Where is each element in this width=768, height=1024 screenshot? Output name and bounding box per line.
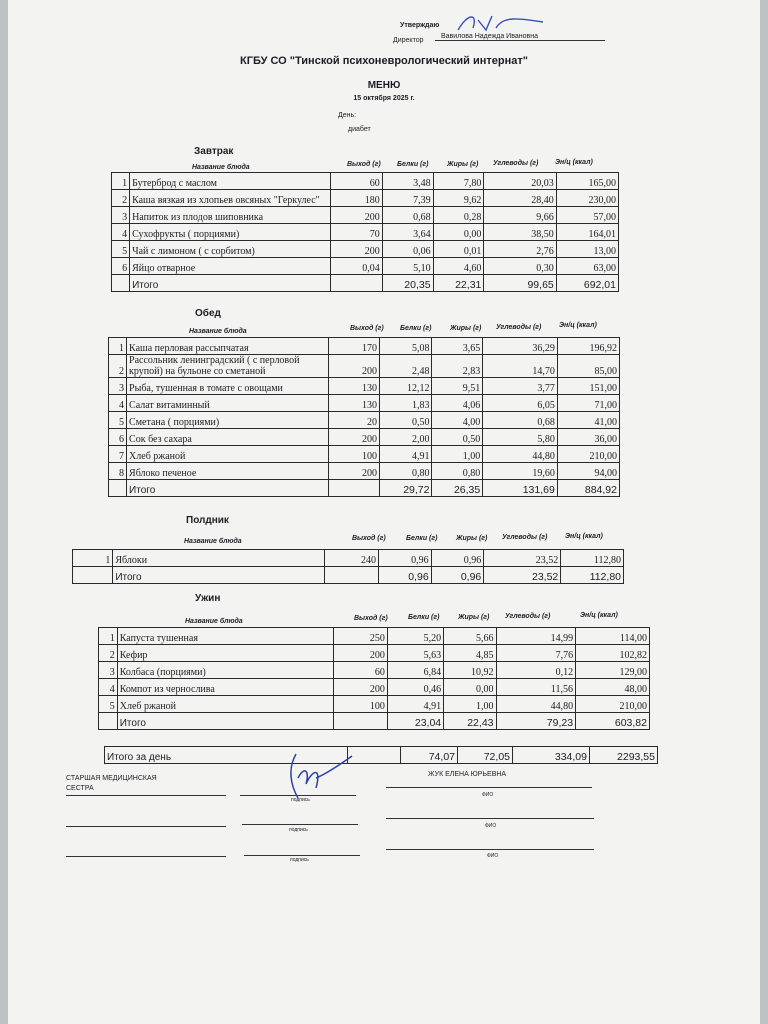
energy-value: 196,92 [557, 338, 619, 355]
table-row [73, 550, 624, 567]
energy-value: 85,00 [557, 355, 619, 378]
dish-name: Хлеб ржаной [127, 446, 329, 463]
role-line [66, 856, 226, 857]
energy-value: 112,80 [561, 550, 624, 567]
yield-value: 180 [331, 190, 383, 207]
nurse-name: ЖУК ЕЛЕНА ЮРЬЕВНА [428, 771, 507, 778]
snack-title: Полдник [186, 515, 229, 526]
total-yield-empty [328, 480, 379, 497]
energy-value: 164,01 [556, 224, 618, 241]
fat-value: 3,65 [432, 338, 483, 355]
table-row [109, 446, 620, 463]
yield-value: 100 [328, 446, 379, 463]
carb-value: 5,80 [483, 429, 558, 446]
energy-value: 63,00 [556, 258, 618, 275]
column-header-name: Название блюда [185, 618, 243, 625]
yield-value: 60 [333, 662, 387, 679]
protein-value: 3,64 [382, 224, 433, 241]
table-row [109, 412, 620, 429]
row-number: 2 [99, 645, 118, 662]
yield-value: 130 [328, 378, 379, 395]
yield-value: 200 [328, 429, 379, 446]
yield-value: 100 [333, 696, 387, 713]
table-row [109, 429, 620, 446]
table-row [109, 463, 620, 480]
column-header-name: Название блюда [189, 328, 247, 335]
protein-value: 4,91 [379, 446, 432, 463]
total-fat: 0,96 [431, 567, 484, 584]
row-number: 4 [112, 224, 130, 241]
fat-value: 0,96 [431, 550, 484, 567]
total-protein: 29,72 [379, 480, 432, 497]
energy-value: 71,00 [557, 395, 619, 412]
total-label: Итого [127, 480, 329, 497]
protein-value: 1,83 [379, 395, 432, 412]
dish-name: Хлеб ржаной [117, 696, 333, 713]
total-spacer [73, 567, 113, 584]
dish-name: Сок без сахара [127, 429, 329, 446]
yield-value: 250 [333, 628, 387, 645]
energy-value: 151,00 [557, 378, 619, 395]
total-carb: 99,65 [484, 275, 556, 292]
row-number: 7 [109, 446, 127, 463]
diet-type: диабет [348, 126, 371, 133]
row-number: 3 [109, 378, 127, 395]
table-row [112, 258, 619, 275]
energy-value: 210,00 [557, 446, 619, 463]
column-header-yield: Выход (г) [350, 325, 384, 332]
energy-value: 210,00 [576, 696, 650, 713]
total-label: Итого [130, 275, 331, 292]
dish-name: Рыба, тушенная в томате с овощами [127, 378, 329, 395]
dish-name: Кефир [117, 645, 333, 662]
row-number: 3 [99, 662, 118, 679]
carb-value: 20,03 [484, 173, 556, 190]
row-number: 2 [112, 190, 130, 207]
dinner-table [98, 627, 650, 730]
total-protein: 23,04 [387, 713, 443, 730]
nurse-role: СТАРШАЯ МЕДИЦИНСКАЯ СЕСТРА [66, 775, 157, 792]
total-carb: 79,23 [496, 713, 576, 730]
fio-line [386, 787, 592, 788]
carb-value: 0,30 [484, 258, 556, 275]
total-row [112, 275, 619, 292]
column-header-carb: Углеводы (г) [493, 160, 539, 167]
fio-caption: ФИО [487, 853, 499, 859]
fio-caption: ФИО [482, 792, 494, 798]
carb-value: 9,66 [484, 207, 556, 224]
row-number: 1 [99, 628, 118, 645]
column-header-protein: Белки (г) [400, 325, 432, 332]
carb-value: 38,50 [484, 224, 556, 241]
fat-value: 1,00 [444, 696, 496, 713]
fat-value: 10,92 [444, 662, 496, 679]
signature-line [242, 824, 358, 825]
table-row [112, 224, 619, 241]
row-number: 5 [112, 241, 130, 258]
table-row [112, 207, 619, 224]
fio-line [386, 818, 594, 819]
column-header-carb: Углеводы (г) [496, 324, 542, 331]
yield-value: 200 [331, 241, 383, 258]
table-row [99, 645, 650, 662]
fat-value: 5,66 [444, 628, 496, 645]
column-header-fat: Жиры (г) [458, 614, 490, 621]
day-total-table [104, 746, 658, 764]
page-title: МЕНЮ [367, 80, 401, 91]
fat-value: 0,01 [433, 241, 484, 258]
total-spacer [112, 275, 130, 292]
role-line [66, 826, 226, 827]
fat-value: 0,28 [433, 207, 484, 224]
carb-value: 44,80 [496, 696, 576, 713]
table-row [109, 395, 620, 412]
yield-value: 240 [325, 550, 379, 567]
total-fat: 26,35 [432, 480, 483, 497]
total-carb: 131,69 [483, 480, 558, 497]
table-row [112, 173, 619, 190]
dish-name: Салат витаминный [127, 395, 329, 412]
carb-value: 28,40 [484, 190, 556, 207]
fat-value: 1,00 [432, 446, 483, 463]
row-number: 5 [99, 696, 118, 713]
row-number: 2 [109, 355, 127, 378]
dish-name: Напиток из плодов шиповника [130, 207, 331, 224]
organization-name: КГБУ СО "Тинской психоневрологический интернат" [240, 55, 528, 67]
total-fat: 22,43 [444, 713, 496, 730]
column-header-protein: Белки (г) [397, 161, 429, 168]
energy-value: 48,00 [576, 679, 650, 696]
yield-value: 70 [331, 224, 383, 241]
column-header-protein: Белки (г) [406, 535, 438, 542]
yield-value: 0,04 [331, 258, 383, 275]
dish-name: Яблоки [113, 550, 325, 567]
dish-name: Капуста тушенная [117, 628, 333, 645]
carb-value: 6,05 [483, 395, 558, 412]
protein-value: 5,08 [379, 338, 432, 355]
total-row [99, 713, 650, 730]
column-header-yield: Выход (г) [352, 535, 386, 542]
energy-value: 57,00 [556, 207, 618, 224]
yield-value: 200 [333, 679, 387, 696]
day-total-fat: 72,05 [458, 747, 513, 764]
protein-value: 0,50 [379, 412, 432, 429]
carb-value: 3,77 [483, 378, 558, 395]
dish-name: Сметана ( порциями) [127, 412, 329, 429]
signature-caption: подпись [290, 857, 309, 863]
protein-value: 7,39 [382, 190, 433, 207]
total-yield-empty [325, 567, 379, 584]
dish-name: Каша вязкая из хлопьев овсяных "Геркулес" [130, 190, 331, 207]
protein-value: 6,84 [387, 662, 443, 679]
yield-value: 200 [328, 463, 379, 480]
yield-value: 20 [328, 412, 379, 429]
column-header-energy: Эн/ц (ккал) [565, 533, 603, 540]
energy-value: 94,00 [557, 463, 619, 480]
signature-caption: подпись [291, 797, 310, 803]
total-spacer [99, 713, 118, 730]
total-row [109, 480, 620, 497]
energy-value: 102,82 [576, 645, 650, 662]
fat-value: 4,85 [444, 645, 496, 662]
carb-value: 2,76 [484, 241, 556, 258]
column-header-yield: Выход (г) [347, 161, 381, 168]
carb-value: 11,56 [496, 679, 576, 696]
fio-line [386, 849, 594, 850]
column-header-carb: Углеводы (г) [505, 613, 551, 620]
fat-value: 4,06 [432, 395, 483, 412]
row-number: 1 [109, 338, 127, 355]
table-row [112, 190, 619, 207]
dish-name: Рассольник ленинградский ( с перловой крупой) на бульоне со сметаной [127, 355, 329, 378]
energy-value: 36,00 [557, 429, 619, 446]
total-energy: 692,01 [556, 275, 618, 292]
column-header-fat: Жиры (г) [447, 161, 479, 168]
snack-table [72, 549, 624, 584]
table-row [109, 338, 620, 355]
day-total-row [105, 747, 658, 764]
protein-value: 0,06 [382, 241, 433, 258]
total-spacer [109, 480, 127, 497]
breakfast-title: Завтрак [194, 146, 234, 157]
protein-value: 0,80 [379, 463, 432, 480]
carb-value: 23,52 [484, 550, 561, 567]
total-carb: 23,52 [484, 567, 561, 584]
energy-value: 230,00 [556, 190, 618, 207]
dish-name: Колбаса (порциями) [117, 662, 333, 679]
protein-value: 12,12 [379, 378, 432, 395]
carb-value: 7,76 [496, 645, 576, 662]
director-name: Вавилова Надежда Ивановна [435, 33, 605, 41]
yield-value: 130 [328, 395, 379, 412]
row-number: 3 [112, 207, 130, 224]
fat-value: 7,80 [433, 173, 484, 190]
protein-value: 0,96 [379, 550, 432, 567]
row-number: 4 [109, 395, 127, 412]
fat-value: 4,00 [432, 412, 483, 429]
yield-value: 200 [331, 207, 383, 224]
row-number: 6 [112, 258, 130, 275]
protein-value: 5,63 [387, 645, 443, 662]
yield-value: 170 [328, 338, 379, 355]
total-row [73, 567, 624, 584]
fat-value: 2,83 [432, 355, 483, 378]
row-number: 1 [73, 550, 113, 567]
lunch-table [108, 337, 620, 497]
director-label: Директор [393, 37, 424, 44]
dish-name: Яйцо отварное [130, 258, 331, 275]
column-header-protein: Белки (г) [408, 614, 440, 621]
carb-value: 19,60 [483, 463, 558, 480]
protein-value: 5,10 [382, 258, 433, 275]
table-row [99, 696, 650, 713]
total-label: Итого [117, 713, 333, 730]
yield-value: 60 [331, 173, 383, 190]
fat-value: 0,50 [432, 429, 483, 446]
signature-caption: подпись [289, 827, 308, 833]
total-energy: 884,92 [557, 480, 619, 497]
yield-value: 200 [328, 355, 379, 378]
fio-caption: ФИО [485, 823, 497, 829]
energy-value: 165,00 [556, 173, 618, 190]
row-number: 1 [112, 173, 130, 190]
table-row [99, 679, 650, 696]
carb-value: 0,68 [483, 412, 558, 429]
energy-value: 129,00 [576, 662, 650, 679]
column-header-name: Название блюда [192, 164, 250, 171]
protein-value: 0,46 [387, 679, 443, 696]
signature-line [244, 855, 360, 856]
total-protein: 20,35 [382, 275, 433, 292]
dish-name: Яблоко печеное [127, 463, 329, 480]
dish-name: Чай с лимоном ( с сорбитом) [130, 241, 331, 258]
column-header-energy: Эн/ц (ккал) [555, 159, 593, 166]
protein-value: 2,00 [379, 429, 432, 446]
fat-value: 4,60 [433, 258, 484, 275]
carb-value: 0,12 [496, 662, 576, 679]
dish-name: Бутерброд с маслом [130, 173, 331, 190]
column-header-name: Название блюда [184, 538, 242, 545]
total-yield-empty [331, 275, 383, 292]
fat-value: 0,80 [432, 463, 483, 480]
column-header-energy: Эн/ц (ккал) [580, 612, 618, 619]
total-energy: 603,82 [576, 713, 650, 730]
total-yield-empty [333, 713, 387, 730]
nurse-role-line [66, 795, 226, 796]
approve-label: Утверждаю [400, 22, 440, 29]
carb-value: 44,80 [483, 446, 558, 463]
table-row [109, 355, 620, 378]
day-total-protein: 74,07 [401, 747, 458, 764]
protein-value: 2,48 [379, 355, 432, 378]
column-header-energy: Эн/ц (ккал) [559, 322, 597, 329]
total-energy: 112,80 [561, 567, 624, 584]
energy-value: 114,00 [576, 628, 650, 645]
fat-value: 0,00 [444, 679, 496, 696]
day-total-energy: 2293,55 [590, 747, 658, 764]
total-protein: 0,96 [379, 567, 432, 584]
yield-value: 200 [333, 645, 387, 662]
protein-value: 0,68 [382, 207, 433, 224]
carb-value: 14,99 [496, 628, 576, 645]
breakfast-table [111, 172, 619, 292]
row-number: 5 [109, 412, 127, 429]
carb-value: 14,70 [483, 355, 558, 378]
dinner-title: Ужин [195, 593, 221, 604]
column-header-fat: Жиры (г) [456, 535, 488, 542]
row-number: 4 [99, 679, 118, 696]
day-total-carb: 334,09 [513, 747, 590, 764]
total-fat: 22,31 [433, 275, 484, 292]
table-row [99, 662, 650, 679]
day-total-label: Итого за день [105, 747, 348, 764]
protein-value: 3,48 [382, 173, 433, 190]
fat-value: 0,00 [433, 224, 484, 241]
total-label: Итого [113, 567, 325, 584]
row-number: 8 [109, 463, 127, 480]
nurse-signature [276, 748, 356, 804]
menu-sheet [8, 0, 760, 1024]
table-row [109, 378, 620, 395]
table-row [112, 241, 619, 258]
table-row [99, 628, 650, 645]
dish-name: Сухофрукты ( порциями) [130, 224, 331, 241]
fat-value: 9,62 [433, 190, 484, 207]
menu-date: 15 октября 2025 г. [353, 95, 415, 102]
lunch-title: Обед [195, 308, 221, 319]
dish-name: Каша перловая рассыпчатая [127, 338, 329, 355]
column-header-carb: Углеводы (г) [502, 534, 548, 541]
carb-value: 36,29 [483, 338, 558, 355]
energy-value: 13,00 [556, 241, 618, 258]
column-header-fat: Жиры (г) [450, 325, 482, 332]
day-label: День: [338, 112, 357, 119]
row-number: 6 [109, 429, 127, 446]
protein-value: 4,91 [387, 696, 443, 713]
protein-value: 5,20 [387, 628, 443, 645]
dish-name: Компот из чернослива [117, 679, 333, 696]
column-header-yield: Выход (г) [354, 615, 388, 622]
fat-value: 9,51 [432, 378, 483, 395]
energy-value: 41,00 [557, 412, 619, 429]
